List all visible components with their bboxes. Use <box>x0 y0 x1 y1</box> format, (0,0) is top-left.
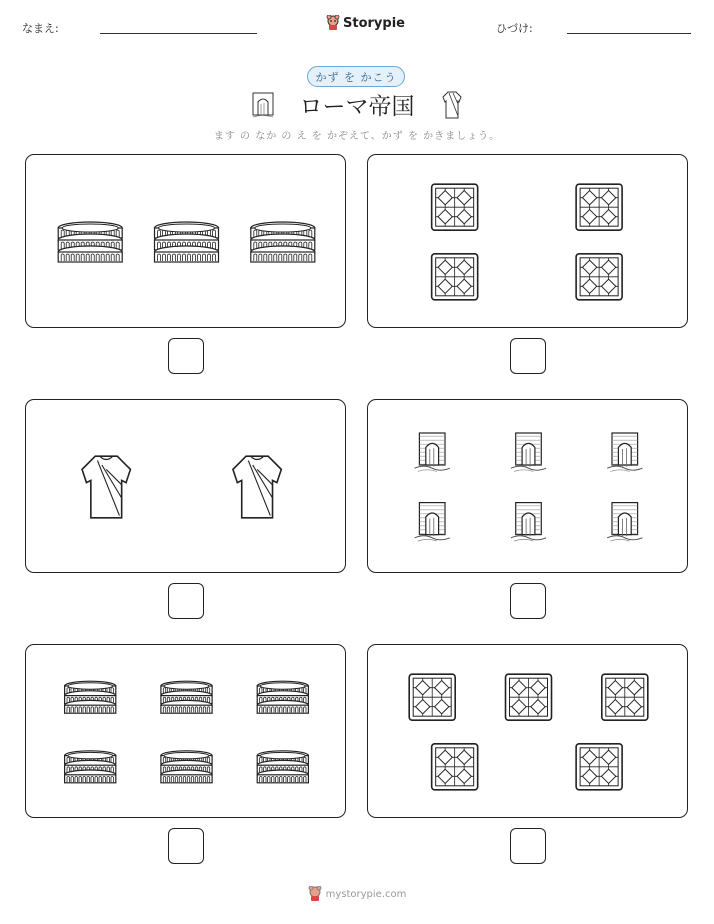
window-tile-icon <box>432 254 478 300</box>
colosseum-icon <box>58 222 122 262</box>
colosseum-icon <box>257 681 308 713</box>
window-tile-icon <box>432 184 478 230</box>
count-panel-1 <box>25 154 346 328</box>
answer-box-1[interactable] <box>168 338 204 374</box>
name-label: なまえ: <box>22 22 59 35</box>
panel-5-art <box>26 645 345 817</box>
task-badge: かず を かこう <box>307 66 405 87</box>
answer-box-6[interactable] <box>510 828 546 864</box>
colosseum-icon <box>155 222 219 262</box>
aqueduct-icon <box>607 503 642 541</box>
footer <box>0 886 714 902</box>
answer-box-2[interactable] <box>510 338 546 374</box>
footer-url: mystorypie.com <box>325 888 407 900</box>
answer-box-3[interactable] <box>168 583 204 619</box>
panel-3-art <box>26 400 345 572</box>
window-tile-icon <box>432 744 478 790</box>
answer-box-5[interactable] <box>168 828 204 864</box>
mascot-icon <box>326 15 340 31</box>
panel-2-art <box>368 155 687 327</box>
date-label: ひづけ: <box>496 22 533 35</box>
toga-icon <box>233 456 281 518</box>
toga-icon <box>82 456 130 518</box>
date-line[interactable] <box>567 33 691 34</box>
panel-4-art <box>368 400 687 572</box>
window-tile-icon <box>576 254 622 300</box>
colosseum-icon <box>65 751 116 783</box>
answer-box-4[interactable] <box>510 583 546 619</box>
window-tile-icon <box>506 674 552 720</box>
window-tile-icon <box>602 674 648 720</box>
colosseum-icon <box>257 751 308 783</box>
aqueduct-icon <box>511 503 546 541</box>
page-title: ローマ帝国 <box>299 94 415 120</box>
aqueduct-icon <box>511 433 546 471</box>
count-panel-2 <box>367 154 688 328</box>
colosseum-icon <box>65 681 116 713</box>
window-tile-icon <box>576 744 622 790</box>
brand-logo <box>326 13 405 33</box>
name-line[interactable] <box>100 33 257 34</box>
brand-name: Storypie <box>343 15 405 31</box>
instructions: ます の なか の え を かぞえて、かず を かきましょう。 <box>213 131 501 142</box>
aqueduct-icon <box>415 503 450 541</box>
window-tile-icon <box>409 674 455 720</box>
colosseum-icon <box>161 681 212 713</box>
count-panel-5 <box>25 644 346 818</box>
colosseum-icon <box>161 751 212 783</box>
panel-1-art <box>26 155 345 327</box>
mascot-icon <box>308 886 322 902</box>
aqueduct-icon <box>415 433 450 471</box>
aqueduct-icon <box>607 433 642 471</box>
colosseum-icon <box>251 222 315 262</box>
count-panel-3 <box>25 399 346 573</box>
count-panel-4 <box>367 399 688 573</box>
toga-icon <box>440 90 464 120</box>
panel-6-art <box>368 645 687 817</box>
count-panel-6 <box>367 644 688 818</box>
window-tile-icon <box>576 184 622 230</box>
